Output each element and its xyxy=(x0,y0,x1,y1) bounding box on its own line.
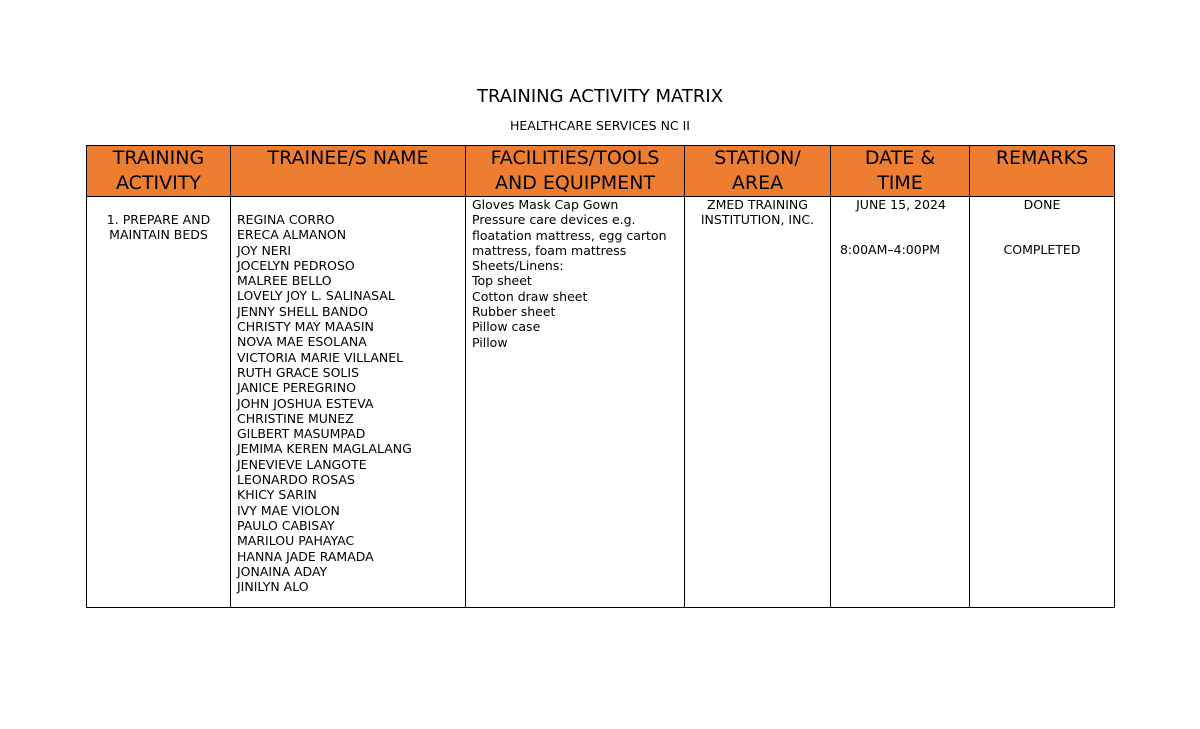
header-remarks xyxy=(970,146,1115,197)
station-cell xyxy=(685,197,831,608)
facility-item: Sheets/Linens: xyxy=(472,258,564,274)
trainee-name: CHRISTY MAY MAASIN xyxy=(237,319,374,335)
activity-line: MAINTAIN BEDS xyxy=(109,227,208,243)
trainee-name: JOY NERI xyxy=(237,242,292,258)
activity-cell xyxy=(87,197,231,608)
header-training-activity xyxy=(87,146,231,197)
trainee-name: LOVELY JOY L. SALINASAL xyxy=(237,288,395,304)
table-header-row xyxy=(87,146,1115,197)
trainee-list xyxy=(237,212,465,594)
facility-item: Gloves Mask Cap Gown xyxy=(472,197,619,212)
facility-item: mattress, foam mattress xyxy=(472,242,627,258)
facility-item: Pressure care devices e.g. xyxy=(472,212,636,228)
remarks-cell xyxy=(970,197,1115,608)
trainee-name: REGINA CORRO xyxy=(237,212,335,227)
header-text-line: FACILITIES/TOOLS xyxy=(490,147,660,169)
header-date-time xyxy=(831,146,970,197)
training-time: 8:00AM–4:00PM xyxy=(839,242,941,258)
trainee-name: JINILYN ALO xyxy=(237,579,309,595)
header-trainee-names xyxy=(231,146,466,197)
header-facilities xyxy=(466,146,685,197)
trainee-name: NOVA MAE ESOLANA xyxy=(237,334,367,350)
header-text-line: ACTIVITY xyxy=(116,172,201,194)
table-row xyxy=(87,197,1115,608)
header-text-line: TRAINING xyxy=(112,147,205,169)
station-line: INSTITUTION, INC. xyxy=(700,212,815,228)
training-activity-table xyxy=(86,145,1115,608)
trainee-name: JANICE PEREGRINO xyxy=(237,380,356,396)
facilities-cell xyxy=(466,197,685,608)
facility-item: Top sheet xyxy=(472,273,532,289)
trainee-name: JENNY SHELL BANDO xyxy=(237,303,368,319)
trainee-name: JOHN JOSHUA ESTEVA xyxy=(237,395,374,411)
trainee-name: RUTH GRACE SOLIS xyxy=(237,364,359,380)
station-line: ZMED TRAINING xyxy=(707,197,808,212)
facility-item: Rubber sheet xyxy=(472,304,556,320)
facility-item: Pillow xyxy=(472,334,508,350)
trainee-name: MALREE BELLO xyxy=(237,273,332,289)
header-text-line: AND EQUIPMENT xyxy=(494,172,656,194)
trainee-name: LEONARDO ROSAS xyxy=(237,472,355,488)
remark-done: DONE xyxy=(1023,197,1061,212)
trainee-name: KHICY SARIN xyxy=(237,487,317,503)
trainee-name: IVY MAE VIOLON xyxy=(237,502,340,518)
header-station-area xyxy=(685,146,831,197)
trainees-cell xyxy=(231,197,466,608)
header-text-line: DATE & xyxy=(864,147,936,169)
facility-item: Pillow case xyxy=(472,319,541,335)
trainee-name: ERECA ALMANON xyxy=(237,227,347,243)
facility-item: Cotton draw sheet xyxy=(472,288,588,304)
trainee-name: JENEVIEVE LANGOTE xyxy=(237,456,367,472)
facility-item: floatation mattress, egg carton xyxy=(472,227,667,243)
remark-completed: COMPLETED xyxy=(1003,242,1081,258)
document-subtitle: HEALTHCARE SERVICES NC II xyxy=(510,118,690,133)
trainee-name: JONAINA ADAY xyxy=(237,563,328,579)
trainee-name: HANNA JADE RAMADA xyxy=(237,548,374,564)
document-title: TRAINING ACTIVITY MATRIX xyxy=(476,86,724,107)
header-text-line: STATION/ xyxy=(714,147,801,169)
trainee-name: PAULO CABISAY xyxy=(237,517,335,533)
trainee-name: JEMIMA KEREN MAGLALANG xyxy=(237,441,412,457)
activity-line: 1. PREPARE AND xyxy=(106,212,211,227)
trainee-name: GILBERT MASUMPAD xyxy=(237,426,366,442)
header-text-line: AREA xyxy=(731,172,784,194)
header-text-line: TIME xyxy=(877,172,923,194)
header-text-line: TRAINEE/S NAME xyxy=(267,147,429,169)
trainee-name: MARILOU PAHAYAC xyxy=(237,533,355,549)
header-text-line: REMARKS xyxy=(995,147,1089,169)
training-date: JUNE 15, 2024 xyxy=(856,197,946,212)
trainee-name: VICTORIA MARIE VILLANEL xyxy=(237,349,404,365)
trainee-name: JOCELYN PEDROSO xyxy=(237,257,355,273)
trainee-name: CHRISTINE MUNEZ xyxy=(237,410,354,426)
datetime-cell xyxy=(831,197,970,608)
facility-list xyxy=(472,197,684,350)
